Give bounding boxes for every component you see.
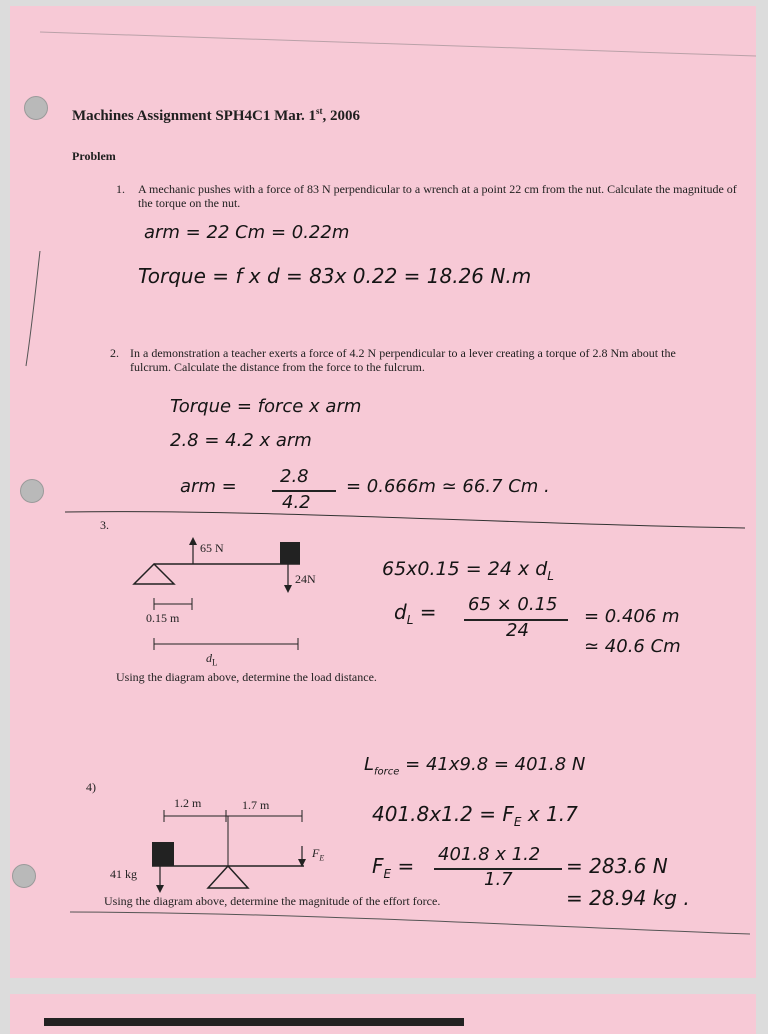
q2-number: 2. [110, 346, 119, 360]
q2-text: In a demonstration a teacher exerts a force of 4.2 N perpendicular to a lever creating a torque of 2.8 Nm about the fulcrum. Calculate the distance from the force to the fulcrum. [130, 346, 676, 374]
q4-mass-block [152, 842, 174, 866]
q4-fe-eq-sign: = [397, 854, 415, 878]
q3-load-block [280, 542, 300, 564]
q3-effort-label: 65 N [200, 541, 224, 555]
q3-dl-eq-sign: = [419, 600, 437, 624]
q2-result: = 0.666m ≃ 66.7 Cm . [346, 476, 550, 497]
q2-work-formula: Torque = force x arm [170, 396, 362, 417]
q1-number: 1. [116, 182, 125, 196]
q4-fe-eq-letter: F [372, 854, 384, 878]
q4-effort-label [312, 846, 324, 862]
q3-load-distance-label [206, 651, 218, 667]
q4-result-newtons: = 283.6 N [566, 854, 668, 878]
q4-fe-subscript: E [319, 853, 325, 863]
q4-length-left: 1.2 m [174, 796, 202, 810]
q3-fraction-numerator: 65 × 0.15 [468, 594, 558, 615]
title-text: Machines Assignment SPH4C1 Mar. 1 [72, 108, 317, 124]
problem-heading: Problem [72, 149, 116, 163]
q4-moments-left: 401.8x1.2 = F [372, 802, 514, 826]
q4-moments-right: x 1.7 [527, 802, 578, 826]
q3-dl-equation [394, 600, 437, 627]
q1-work-torque: Torque = f x d = 83x 0.22 = 18.26 N.m [138, 264, 532, 288]
q4-fe-letter: F [312, 846, 320, 860]
q3-number: 3. [100, 518, 109, 532]
assignment-title [72, 106, 360, 125]
q2-fraction-numerator: 2.8 [280, 466, 309, 487]
q4-caption: Using the diagram above, determine the magnitude of the effort force. [104, 894, 441, 908]
q4-work-load-force [364, 754, 585, 778]
q3-work-balance-text: 65x0.15 = 24 x d [382, 558, 548, 580]
next-page-bar [44, 1018, 464, 1026]
q4-moments-sub: E [513, 815, 522, 829]
q2-fraction-denominator: 4.2 [282, 492, 311, 513]
title-superscript: st [316, 106, 323, 116]
next-page-edge [10, 994, 756, 1034]
q1-text: A mechanic pushes with a force of 83 N perpendicular to a wrench at a point 22 cm from the nut. Calculate the magnitude of the torque on the nut. [138, 182, 737, 210]
q4-number: 4) [86, 780, 96, 794]
q4-lforce-sub: force [374, 766, 400, 778]
q4-result-kg: = 28.94 kg . [566, 886, 690, 910]
q3-fulcrum [134, 564, 174, 584]
q3-result-m: = 0.406 m [584, 606, 680, 627]
q3-dl-eq-letter: d [394, 600, 407, 624]
q4-lforce-letter: L [364, 754, 375, 775]
q3-fraction-denominator: 24 [506, 620, 529, 641]
q4-fraction-numerator: 401.8 x 1.2 [438, 844, 541, 865]
q4-length-right: 1.7 m [242, 798, 270, 812]
q3-work-balance [382, 558, 554, 583]
q4-fraction-denominator: 1.7 [484, 869, 513, 890]
title-year: , 2006 [322, 108, 361, 124]
q3-dl-subscript: L [212, 657, 218, 668]
q3-caption: Using the diagram above, determine the load distance. [116, 670, 377, 684]
q4-fe-equation [372, 854, 414, 881]
q3-dl-letter: d [206, 651, 212, 665]
q4-mass-label: 41 kg [110, 867, 137, 881]
q4-fe-eq-sub: E [383, 867, 392, 881]
q4-lforce-rest: = 41x9.8 = 401.8 N [405, 754, 586, 775]
assignment-page [10, 6, 756, 978]
q3-work-balance-sub: L [547, 568, 554, 583]
q3-result-cm: ≃ 40.6 Cm [584, 636, 681, 657]
q4-fulcrum [208, 866, 248, 888]
q4-work-moments [372, 802, 578, 829]
q3-dl-eq-sub: L [406, 613, 414, 627]
q3-load-label: 24N [295, 572, 316, 586]
q3-distance-label: 0.15 m [146, 611, 180, 625]
q2-arm-label: arm = [180, 476, 237, 497]
q4-lever-diagram [106, 796, 346, 906]
q2-work-substitute: 2.8 = 4.2 x arm [170, 430, 312, 451]
q1-work-arm: arm = 22 Cm = 0.22m [144, 222, 350, 243]
